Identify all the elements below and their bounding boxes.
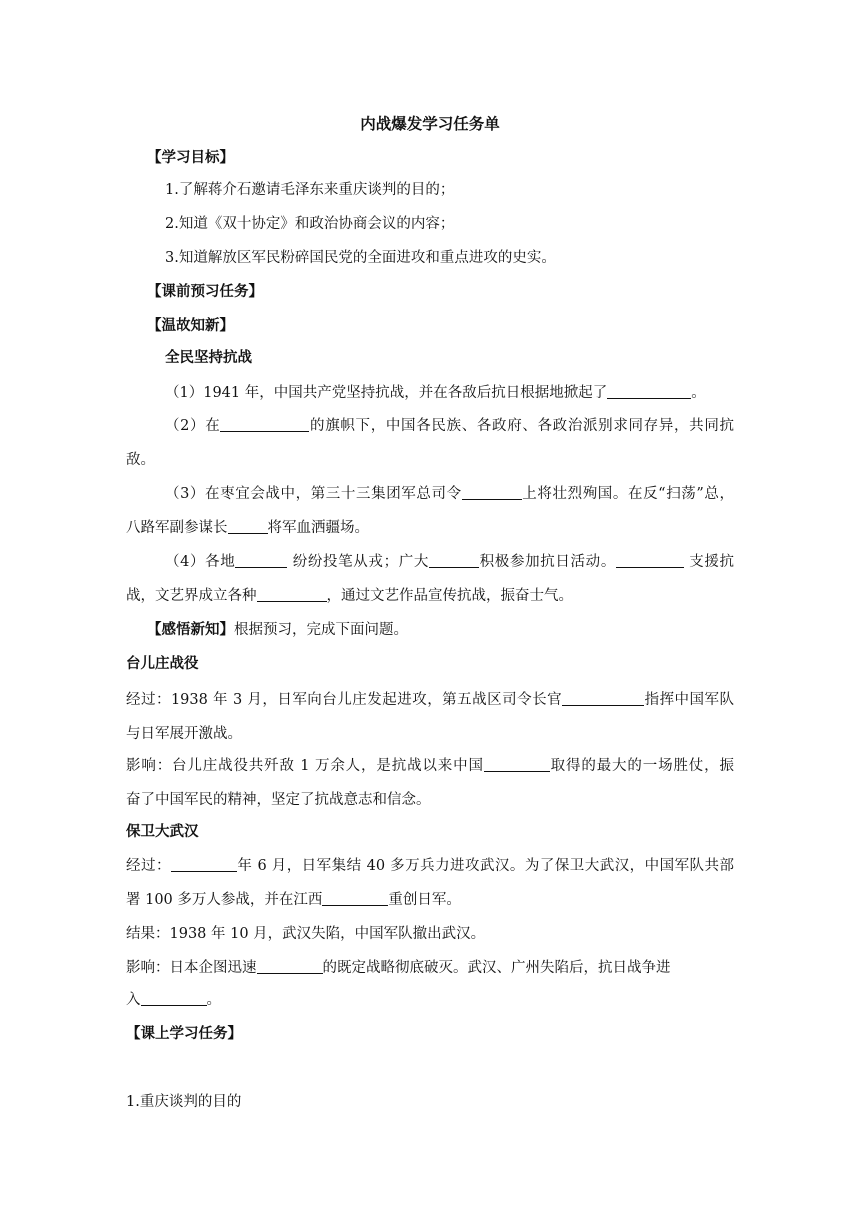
battle-2-impact: 影响：日本企图迅速 的既定战略彻底破灭。武汉、广州失陷后，抗日战争进 bbox=[126, 960, 671, 976]
question-1: （1）1941 年，中国共产党坚持抗战，并在各敌后抗日根据地掀起了 。 bbox=[165, 385, 706, 401]
battle-1-course: 经过：1938 年 3 月，日军向台儿庄发起进攻，第五战区司令长官 指挥中国军队 bbox=[126, 692, 735, 708]
preview-heading: 【课前预习任务】 bbox=[147, 284, 263, 300]
review-topic: 全民坚持抗战 bbox=[165, 350, 252, 366]
battle-2-result: 结果：1938 年 10 月，武汉失陷，中国军队撤出武汉。 bbox=[126, 926, 486, 942]
answer-blank[interactable] bbox=[322, 890, 388, 906]
battle-2-course: 经过： 年 6 月，日军集结 40 多万兵力进攻武汉。为了保卫大武汉，中国军队共部 bbox=[126, 858, 734, 874]
answer-blank[interactable] bbox=[484, 756, 550, 772]
objective-item: 3.知道解放区军民粉碎国民党的全面进攻和重点进攻的史实。 bbox=[165, 250, 556, 266]
question-3: （3）在枣宜会战中，第三十三集团军总司令 上将壮烈殉国。在反“扫荡”总， bbox=[165, 486, 735, 502]
answer-blank[interactable] bbox=[220, 416, 309, 432]
battle-2-course-cont: 署 100 多万人参战，并在江西 重创日军。 bbox=[126, 892, 461, 908]
page-title: 内战爆发学习任务单 bbox=[360, 115, 500, 133]
class-task-item: 1.重庆谈判的目的 bbox=[126, 1094, 242, 1110]
answer-blank[interactable] bbox=[257, 586, 327, 602]
question-3-cont: 八路军副参谋长 将军血洒疆场。 bbox=[126, 520, 369, 536]
answer-blank[interactable] bbox=[562, 690, 644, 706]
answer-blank[interactable] bbox=[141, 990, 207, 1006]
battle-1-course-cont: 与日军展开激战。 bbox=[126, 726, 242, 742]
answer-blank[interactable] bbox=[462, 484, 522, 500]
answer-blank[interactable] bbox=[257, 958, 323, 974]
objectives-heading: 【学习目标】 bbox=[147, 150, 234, 166]
battle-1-impact: 影响：台儿庄战役共歼敌 1 万余人，是抗战以来中国 取得的最大的一场胜仗，振 bbox=[126, 758, 734, 774]
answer-blank[interactable] bbox=[616, 552, 684, 568]
answer-blank[interactable] bbox=[607, 383, 691, 399]
new-knowledge-heading: 【感悟新知】 bbox=[147, 622, 234, 638]
battle-2-title: 保卫大武汉 bbox=[126, 824, 199, 840]
question-2: （2）在 的旗帜下，中国各民族、各政府、各政治派别求同存异，共同抗 bbox=[165, 418, 734, 434]
battle-1-title: 台儿庄战役 bbox=[126, 656, 199, 672]
question-4-cont: 战，文艺界成立各种 ，通过文艺作品宣传抗战，振奋士气。 bbox=[126, 588, 573, 604]
new-knowledge-line: 【感悟新知】根据预习，完成下面问题。 bbox=[147, 622, 408, 638]
class-task-heading: 【课上学习任务】 bbox=[126, 1026, 242, 1042]
answer-blank[interactable] bbox=[228, 518, 268, 534]
question-2-cont: 敌。 bbox=[126, 452, 155, 468]
battle-2-impact-cont: 入 。 bbox=[126, 992, 221, 1008]
objective-item: 2.知道《双十协定》和政治协商会议的内容； bbox=[165, 216, 455, 232]
question-4: （4）各地 纷纷投笔从戎；广大 积极参加抗日活动。 支援抗 bbox=[165, 554, 735, 570]
answer-blank[interactable] bbox=[429, 552, 479, 568]
answer-blank[interactable] bbox=[235, 552, 287, 568]
answer-blank[interactable] bbox=[171, 856, 237, 872]
battle-1-impact-cont: 奋了中国军民的精神，坚定了抗战意志和信念。 bbox=[126, 792, 431, 808]
objective-item: 1.了解蒋介石邀请毛泽东来重庆谈判的目的； bbox=[165, 182, 455, 198]
review-heading: 【温故知新】 bbox=[147, 318, 234, 334]
